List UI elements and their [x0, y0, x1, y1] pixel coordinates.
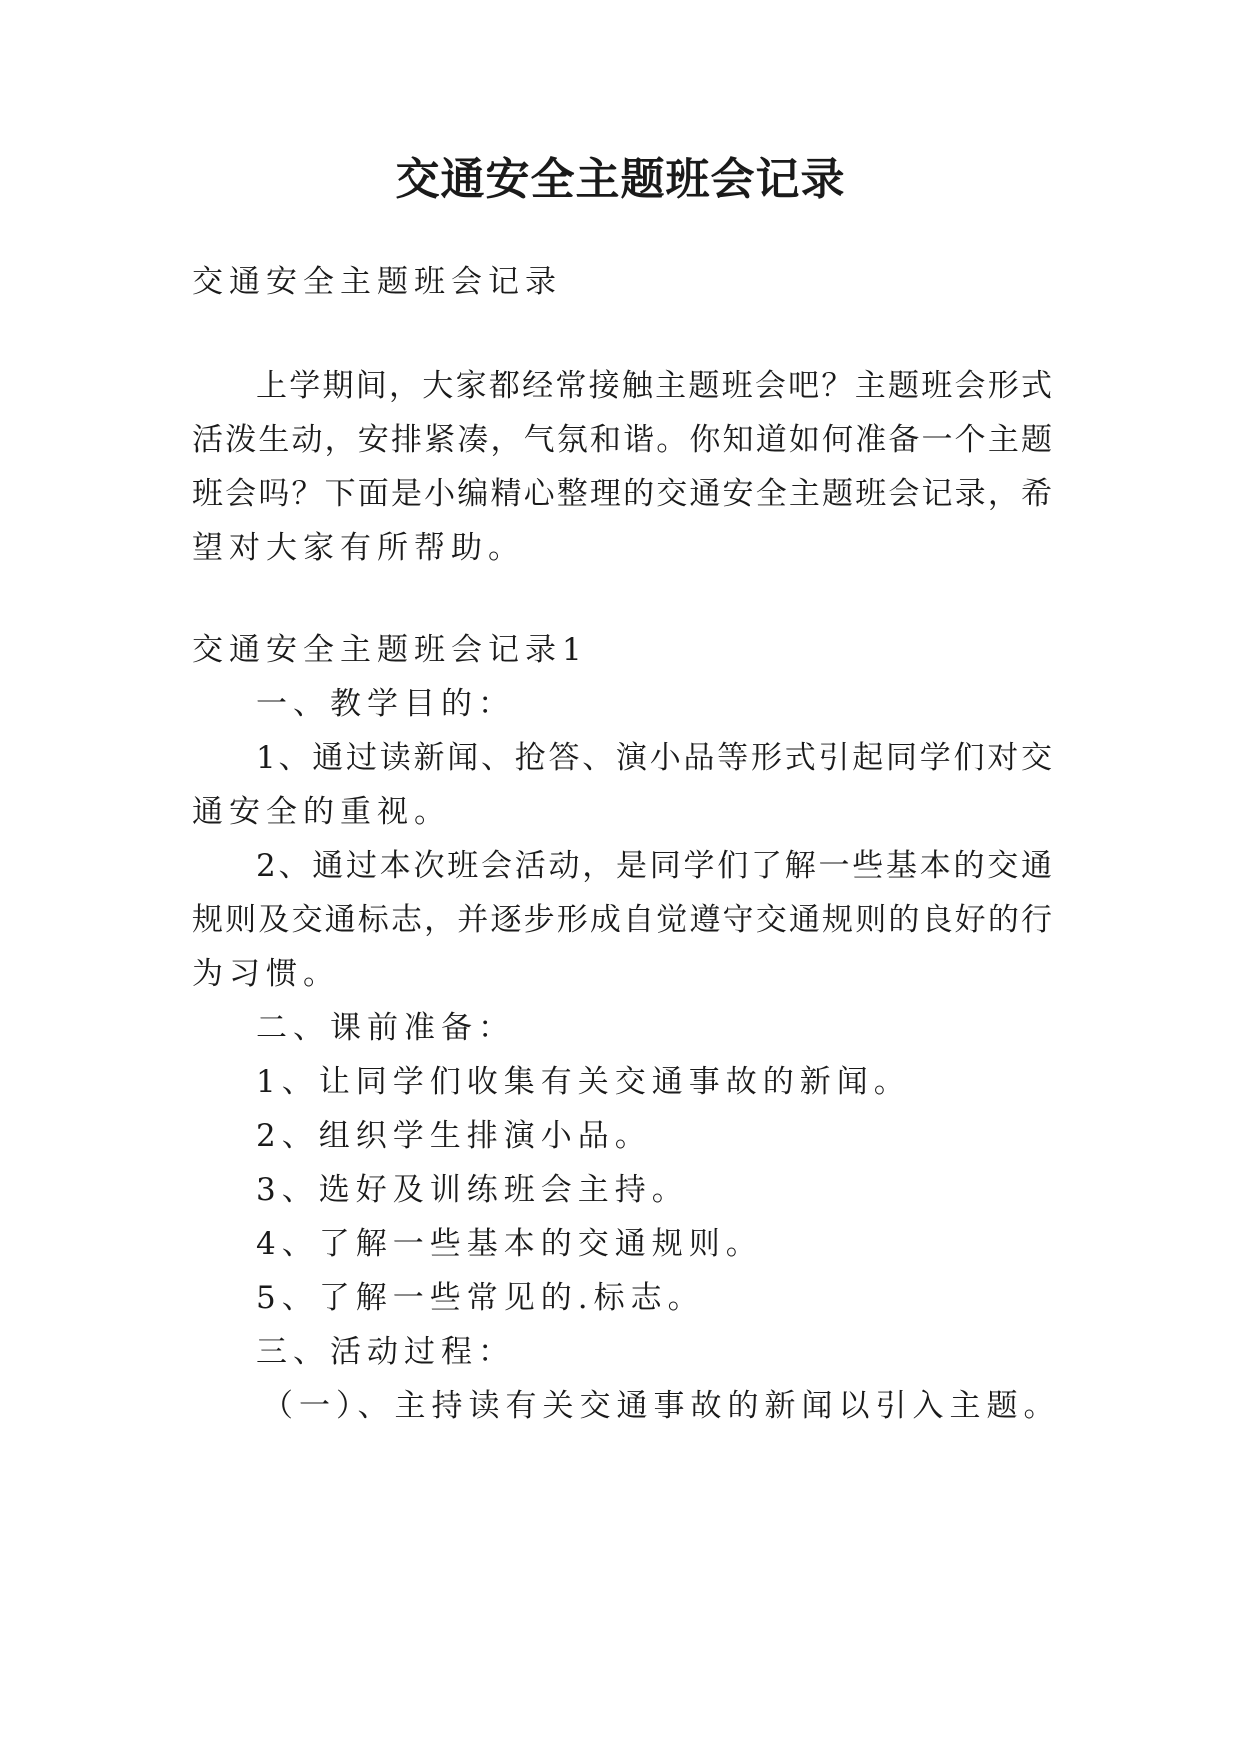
intro-line-1: 上学期间，大家都经常接触主题班会吧？主题班会形式 — [256, 368, 1052, 404]
intro-line-4: 望对大家有所帮助。 — [192, 530, 525, 566]
body-line-9: 2、组织学生排演小品。 — [256, 1118, 652, 1154]
body-line-13: 三、活动过程： — [256, 1334, 515, 1370]
document-subtitle: 交通安全主题班会记录 — [192, 264, 562, 300]
body-line-6: 为习惯。 — [192, 956, 340, 992]
intro-line-3: 班会吗？下面是小编精心整理的交通安全主题班会记录，希 — [192, 476, 1052, 512]
body-line-10: 3、选好及训练班会主持。 — [256, 1172, 689, 1208]
body-line-14: （一）、主持读有关交通事故的新闻以引入主题。 — [262, 1388, 1061, 1424]
body-line-3: 通安全的重视。 — [192, 794, 451, 830]
body-line-1: 一、教学目的： — [256, 686, 515, 722]
body-line-7: 二、课前准备： — [256, 1010, 515, 1046]
body-line-2: 1、通过读新闻、抢答、演小品等形式引起同学们对交 — [256, 740, 1052, 776]
body-line-8: 1、让同学们收集有关交通事故的新闻。 — [256, 1064, 911, 1100]
section-heading: 交通安全主题班会记录1 — [192, 632, 588, 668]
body-line-11: 4、了解一些基本的交通规则。 — [256, 1226, 763, 1262]
body-line-12: 5、了解一些常见的.标志。 — [256, 1280, 705, 1316]
document-title: 交通安全主题班会记录 — [395, 154, 846, 205]
body-line-5: 规则及交通标志，并逐步形成自觉遵守交通规则的良好的行 — [192, 902, 1052, 938]
body-line-4: 2、通过本次班会活动，是同学们了解一些基本的交通 — [256, 848, 1052, 884]
intro-line-2: 活泼生动，安排紧凑，气氛和谐。你知道如何准备一个主题 — [192, 422, 1052, 458]
